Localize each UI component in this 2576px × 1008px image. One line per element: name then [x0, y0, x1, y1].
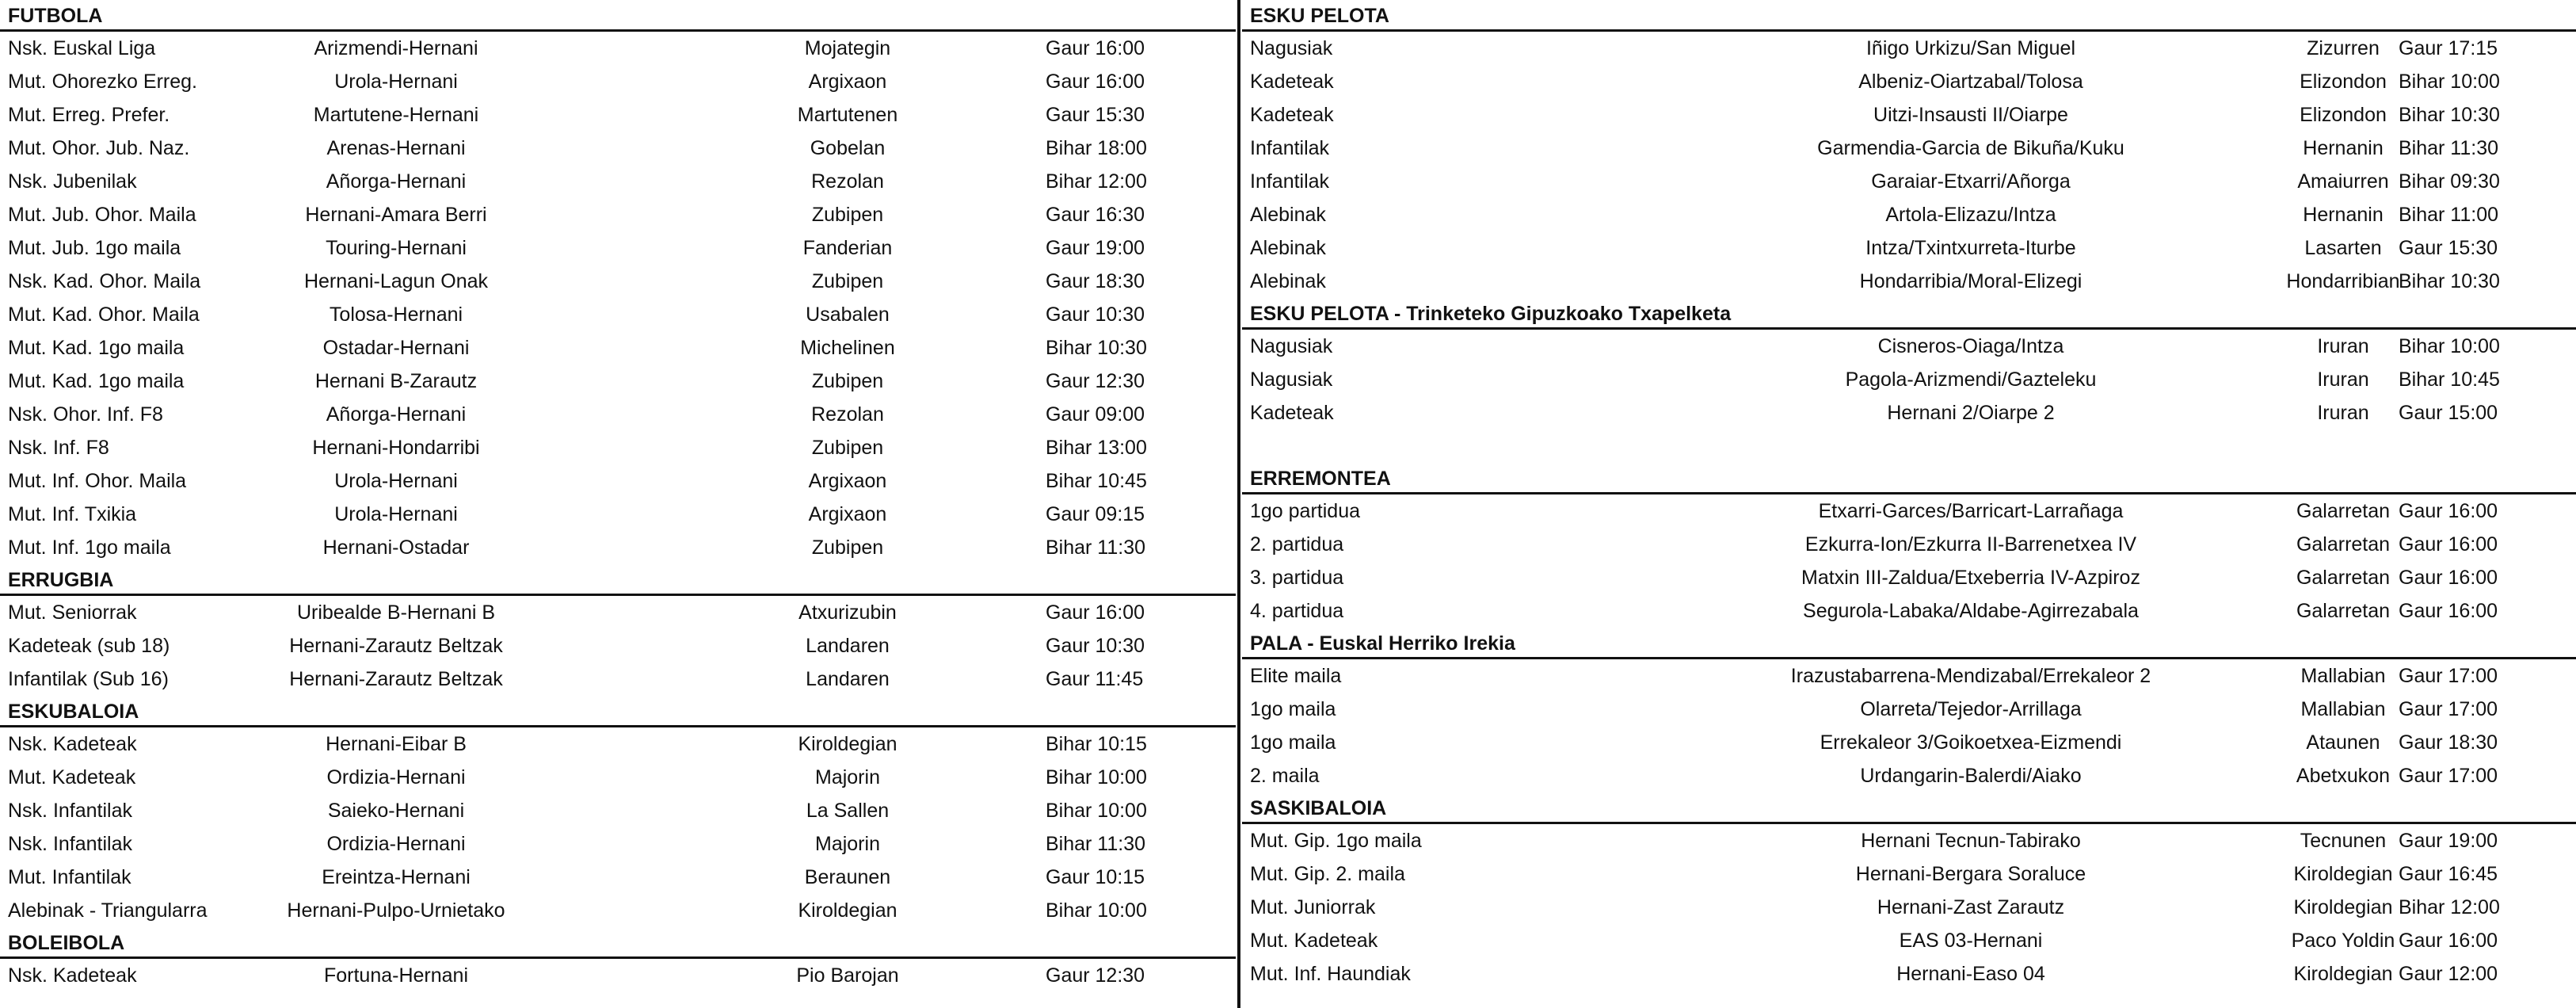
time-cell: Bihar 10:45	[2399, 368, 2500, 391]
venue-cell: Hernanin	[2303, 204, 2384, 226]
match-cell: Hernani B-Zarautz	[314, 370, 478, 392]
category-cell: 3. partidua	[1250, 567, 1344, 589]
time-cell: Bihar 10:45	[1046, 470, 1147, 492]
category-cell: Alebinak	[1250, 204, 1326, 226]
section-title: ESKU PELOTA	[1242, 0, 2576, 32]
category-cell: Mut. Jub. 1go maila	[8, 237, 181, 259]
category-cell: Mut. Kad. 1go maila	[8, 337, 185, 359]
venue-cell: Iruran	[2317, 402, 2369, 424]
venue-cell: Gobelan	[810, 137, 886, 159]
category-cell: Mut. Kadeteak	[8, 766, 136, 788]
match-cell: Hernani-Pulpo-Urnietako	[287, 899, 505, 922]
table-row	[1242, 198, 2576, 231]
venue-cell: Michelinen	[800, 337, 895, 359]
category-cell: Kadeteak (sub 18)	[8, 635, 170, 657]
time-cell: Bihar 10:00	[1046, 766, 1147, 788]
venue-cell: Argixaon	[808, 503, 887, 525]
venue-cell: Zubipen	[811, 437, 884, 459]
category-cell: 4. partidua	[1250, 600, 1344, 622]
time-cell: Bihar 12:00	[1046, 170, 1147, 193]
venue-cell: Pio Barojan	[796, 964, 899, 987]
category-cell: Mut. Ohor. Jub. Naz.	[8, 137, 190, 159]
time-cell: Gaur 18:30	[1046, 270, 1145, 292]
left-column	[0, 0, 1236, 1008]
venue-cell: Galarretan	[2296, 567, 2391, 589]
table-row	[0, 596, 1236, 629]
time-cell: Gaur 12:00	[2399, 963, 2498, 985]
category-cell: Nsk. Ohor. Inf. F8	[8, 403, 163, 426]
category-cell: Mut. Seniorrak	[8, 601, 137, 624]
section-title: ESKU PELOTA - Trinketeko Gipuzkoako Txapelketa	[1242, 298, 2576, 330]
match-cell: Saieko-Hernani	[327, 800, 465, 822]
table-row	[0, 298, 1236, 331]
category-cell: Nsk. Inf. F8	[8, 437, 109, 459]
match-cell: Uitzi-Insausti II/Oiarpe	[1873, 104, 2068, 126]
category-cell: 1go partidua	[1250, 500, 1361, 522]
table-row	[1242, 759, 2576, 792]
match-cell: Hernani-Zarautz Beltzak	[289, 635, 503, 657]
category-cell: Nsk. Kad. Ohor. Maila	[8, 270, 201, 292]
category-cell: Nsk. Kadeteak	[8, 733, 137, 755]
venue-cell: Mallabian	[2300, 665, 2386, 687]
section-title: ERRUGBIA	[0, 564, 1236, 596]
match-cell: Uribealde B-Hernani B	[296, 601, 496, 624]
time-cell: Bihar 10:00	[2399, 335, 2500, 357]
venue-cell: Majorin	[815, 766, 880, 788]
category-cell: Mut. Infantilak	[8, 866, 131, 888]
time-cell: Gaur 19:00	[2399, 830, 2498, 852]
table-row	[1242, 891, 2576, 924]
time-cell: Bihar 11:30	[2399, 137, 2499, 159]
venue-cell: Argixaon	[808, 71, 887, 93]
table-row	[1242, 494, 2576, 528]
venue-cell: Ataunen	[2306, 731, 2380, 754]
venue-cell: Argixaon	[808, 470, 887, 492]
section-title: FUTBOLA	[0, 0, 1236, 32]
match-cell: Arizmendi-Hernani	[314, 37, 478, 59]
table-row	[0, 431, 1236, 464]
category-cell: Infantilak (Sub 16)	[8, 668, 169, 690]
table-row	[1242, 594, 2576, 628]
venue-cell: Mallabian	[2300, 698, 2386, 720]
table-row	[0, 265, 1236, 298]
match-cell: Ezkurra-Ion/Ezkurra II-Barrenetxea IV	[1804, 533, 2137, 556]
table-row	[1242, 528, 2576, 561]
match-cell: Artola-Elizazu/Intza	[1885, 204, 2056, 226]
blank-row	[1242, 430, 2576, 463]
time-cell: Bihar 10:30	[1046, 337, 1147, 359]
time-cell: Gaur 10:30	[1046, 635, 1145, 657]
venue-cell: Lasarten	[2304, 237, 2382, 259]
time-cell: Gaur 17:00	[2399, 765, 2498, 787]
table-row	[0, 894, 1236, 927]
table-row	[0, 761, 1236, 794]
table-row	[0, 165, 1236, 198]
time-cell: Gaur 16:00	[1046, 601, 1145, 624]
time-cell: Gaur 15:00	[2399, 402, 2498, 424]
right-column	[1242, 0, 2576, 1008]
category-cell: Nagusiak	[1250, 335, 1333, 357]
time-cell: Gaur 15:30	[1046, 104, 1145, 126]
section-esku-pelota-trinketeko-gipuzkoako-txapelketa	[1242, 298, 2576, 463]
table-row	[0, 132, 1236, 165]
time-cell: Bihar 18:00	[1046, 137, 1147, 159]
category-cell: Alebinak	[1250, 270, 1326, 292]
venue-cell: Mojategin	[804, 37, 891, 59]
venue-cell: Beraunen	[804, 866, 891, 888]
time-cell: Gaur 16:00	[2399, 600, 2498, 622]
category-cell: Infantilak	[1250, 170, 1330, 193]
category-cell: 1go maila	[1250, 698, 1336, 720]
venue-cell: Usabalen	[806, 304, 890, 326]
match-cell: Errekaleor 3/Goikoetxea-Eizmendi	[1820, 731, 2122, 754]
column-divider	[1237, 0, 1240, 1008]
time-cell: Gaur 17:00	[2399, 665, 2498, 687]
category-cell: Mut. Kadeteak	[1250, 930, 1378, 952]
match-cell: Hernani-Hondarribi	[312, 437, 480, 459]
category-cell: 2. partidua	[1250, 533, 1344, 556]
category-cell: Infantilak	[1250, 137, 1330, 159]
section-errugbia	[0, 564, 1236, 696]
table-row	[0, 198, 1236, 231]
category-cell: Mut. Inf. 1go maila	[8, 536, 171, 559]
venue-cell: Kiroldegian	[798, 733, 897, 755]
table-row	[0, 65, 1236, 98]
category-cell: Kadeteak	[1250, 71, 1334, 93]
table-row	[0, 365, 1236, 398]
match-cell: Intza/Txintxurreta-Iturbe	[1865, 237, 2076, 259]
match-cell: Hernani-Bergara Soraluce	[1855, 863, 2086, 885]
venue-cell: Galarretan	[2296, 533, 2391, 556]
table-row	[1242, 98, 2576, 132]
match-cell: Matxin III-Zaldua/Etxeberria IV-Azpiroz	[1801, 567, 2140, 589]
table-row	[0, 861, 1236, 894]
time-cell: Gaur 09:15	[1046, 503, 1145, 525]
category-cell: Nsk. Jubenilak	[8, 170, 137, 193]
venue-cell: Martutenen	[797, 104, 898, 126]
venue-cell: Galarretan	[2296, 600, 2391, 622]
table-row	[1242, 726, 2576, 759]
category-cell: Nsk. Infantilak	[8, 800, 133, 822]
table-row	[0, 398, 1236, 431]
category-cell: Kadeteak	[1250, 402, 1334, 424]
venue-cell: Elizondon	[2300, 71, 2387, 93]
venue-cell: Abetxukon	[2296, 765, 2391, 787]
category-cell: Nsk. Infantilak	[8, 833, 133, 855]
match-cell: Pagola-Arizmendi/Gazteleku	[1845, 368, 2097, 391]
match-cell: Urola-Hernani	[334, 503, 458, 525]
time-cell: Bihar 10:15	[1046, 733, 1147, 755]
time-cell: Bihar 10:00	[1046, 800, 1147, 822]
time-cell: Bihar 10:30	[2399, 270, 2500, 292]
table-row	[1242, 659, 2576, 693]
table-row	[1242, 231, 2576, 265]
match-cell: Albeniz-Oiartzabal/Tolosa	[1858, 71, 2083, 93]
time-cell: Bihar 12:00	[2399, 896, 2500, 918]
table-row	[1242, 957, 2576, 991]
venue-cell: Tecnunen	[2300, 830, 2387, 852]
table-row	[1242, 165, 2576, 198]
category-cell: 2. maila	[1250, 765, 1320, 787]
match-cell: Garmendia-Garcia de Bikuña/Kuku	[1817, 137, 2124, 159]
match-cell: Fortuna-Hernani	[323, 964, 469, 987]
venue-cell: Kiroldegian	[2293, 863, 2393, 885]
table-row	[0, 531, 1236, 564]
category-cell: Mut. Kad. 1go maila	[8, 370, 185, 392]
match-cell: Hernani-Lagun Onak	[303, 270, 489, 292]
time-cell: Gaur 18:30	[2399, 731, 2498, 754]
table-row	[1242, 363, 2576, 396]
section-futbola	[0, 0, 1236, 564]
section-pala-euskal-herriko-irekia	[1242, 628, 2576, 792]
section-saskibaloia	[1242, 792, 2576, 991]
venue-cell: Iruran	[2317, 335, 2369, 357]
table-row	[0, 98, 1236, 132]
venue-cell: Hondarribian	[2286, 270, 2400, 292]
table-row	[0, 794, 1236, 827]
venue-cell: Kiroldegian	[798, 899, 897, 922]
section-title: PALA - Euskal Herriko Irekia	[1242, 628, 2576, 659]
section-erremontea	[1242, 463, 2576, 628]
category-cell: Mut. Inf. Ohor. Maila	[8, 470, 187, 492]
match-cell: Cisneros-Oiaga/Intza	[1877, 335, 2064, 357]
venue-cell: Hernanin	[2303, 137, 2384, 159]
venue-cell: Kiroldegian	[2293, 896, 2393, 918]
category-cell: Mut. Juniorrak	[1250, 896, 1376, 918]
time-cell: Gaur 17:15	[2399, 37, 2498, 59]
venue-cell: Fanderian	[802, 237, 893, 259]
venue-cell: Landaren	[806, 635, 890, 657]
category-cell: Mut. Jub. Ohor. Maila	[8, 204, 196, 226]
table-row	[0, 464, 1236, 498]
match-cell: Hernani-Amara Berri	[305, 204, 487, 226]
match-cell: Urdangarin-Balerdi/Aiako	[1860, 765, 2082, 787]
category-cell: 1go maila	[1250, 731, 1336, 754]
section-title: ERREMONTEA	[1242, 463, 2576, 494]
category-cell: Nsk. Euskal Liga	[8, 37, 156, 59]
time-cell: Gaur 10:30	[1046, 304, 1145, 326]
venue-cell: Rezolan	[811, 403, 884, 426]
time-cell: Bihar 10:00	[2399, 71, 2500, 93]
venue-cell: Iruran	[2317, 368, 2369, 391]
section-title: SASKIBALOIA	[1242, 792, 2576, 824]
table-row	[1242, 857, 2576, 891]
category-cell: Mut. Kad. Ohor. Maila	[8, 304, 200, 326]
match-cell: Etxarri-Garces/Barricart-Larrañaga	[1818, 500, 2124, 522]
category-cell: Mut. Ohorezko Erreg.	[8, 71, 197, 93]
match-cell: Hernani-Ostadar	[322, 536, 470, 559]
table-row	[0, 32, 1236, 65]
venue-cell: Kiroldegian	[2293, 963, 2393, 985]
section-title: BOLEIBOLA	[0, 927, 1236, 959]
venue-cell: Paco Yoldin	[2291, 930, 2395, 952]
venue-cell: La Sallen	[806, 800, 890, 822]
time-cell: Gaur 09:00	[1046, 403, 1145, 426]
match-cell: Hondarribia/Moral-Elizegi	[1859, 270, 2083, 292]
table-row	[1242, 32, 2576, 65]
match-cell: Ereintza-Hernani	[322, 866, 471, 888]
category-cell: Alebinak	[1250, 237, 1326, 259]
venue-cell: Majorin	[815, 833, 880, 855]
time-cell: Gaur 16:00	[2399, 930, 2498, 952]
category-cell: Mut. Erreg. Prefer.	[8, 104, 170, 126]
table-row	[1242, 561, 2576, 594]
section-eskubaloia	[0, 696, 1236, 927]
match-cell: Ordizia-Hernani	[326, 766, 466, 788]
table-row	[0, 662, 1236, 696]
match-cell: Añorga-Hernani	[326, 403, 467, 426]
time-cell: Gaur 12:30	[1046, 370, 1145, 392]
time-cell: Bihar 11:30	[1046, 536, 1146, 559]
table-row	[1242, 693, 2576, 726]
match-cell: Urola-Hernani	[334, 470, 458, 492]
time-cell: Gaur 16:00	[1046, 71, 1145, 93]
category-cell: Nsk. Kadeteak	[8, 964, 137, 987]
venue-cell: Zubipen	[811, 204, 884, 226]
table-row	[1242, 924, 2576, 957]
table-row	[0, 331, 1236, 365]
match-cell: Touring-Hernani	[326, 237, 467, 259]
match-cell: Irazustabarrena-Mendizabal/Errekaleor 2	[1790, 665, 2151, 687]
match-cell: Olarreta/Tejedor-Arrillaga	[1860, 698, 2082, 720]
venue-cell: Zizurren	[2307, 37, 2380, 59]
time-cell: Bihar 10:30	[2399, 104, 2500, 126]
time-cell: Gaur 15:30	[2399, 237, 2498, 259]
match-cell: Segurola-Labaka/Aldabe-Agirrezabala	[1803, 600, 2139, 622]
match-cell: Arenas-Hernani	[326, 137, 466, 159]
venue-cell: Galarretan	[2296, 500, 2391, 522]
time-cell: Bihar 13:00	[1046, 437, 1147, 459]
category-cell: Mut. Gip. 2. maila	[1250, 863, 1405, 885]
match-cell: Hernani-Zarautz Beltzak	[289, 668, 503, 690]
time-cell: Bihar 09:30	[2399, 170, 2500, 193]
category-cell: Mut. Inf. Haundiak	[1250, 963, 1411, 985]
match-cell: Ostadar-Hernani	[322, 337, 470, 359]
category-cell: Nagusiak	[1250, 37, 1333, 59]
match-cell: Ordizia-Hernani	[326, 833, 466, 855]
time-cell: Gaur 16:45	[2399, 863, 2498, 885]
table-row	[1242, 65, 2576, 98]
time-cell: Bihar 10:00	[1046, 899, 1147, 922]
time-cell: Bihar 11:00	[2399, 204, 2499, 226]
venue-cell: Elizondon	[2300, 104, 2387, 126]
table-row	[1242, 265, 2576, 298]
venue-cell: Rezolan	[811, 170, 884, 193]
time-cell: Gaur 16:00	[2399, 567, 2498, 589]
category-cell: Elite maila	[1250, 665, 1342, 687]
match-cell: Hernani-Easo 04	[1896, 963, 2045, 985]
venue-cell: Landaren	[806, 668, 890, 690]
time-cell: Gaur 16:00	[2399, 500, 2498, 522]
time-cell: Gaur 10:15	[1046, 866, 1145, 888]
time-cell: Gaur 11:45	[1046, 668, 1144, 690]
match-cell: EAS 03-Hernani	[1899, 930, 2043, 952]
table-row	[0, 827, 1236, 861]
time-cell: Gaur 16:00	[1046, 37, 1145, 59]
table-row	[0, 498, 1236, 531]
match-cell: Añorga-Hernani	[326, 170, 467, 193]
time-cell: Gaur 12:30	[1046, 964, 1145, 987]
match-cell: Hernani-Zast Zarautz	[1877, 896, 2065, 918]
table-row	[1242, 330, 2576, 363]
section-title: ESKUBALOIA	[0, 696, 1236, 727]
category-cell: Alebinak - Triangularra	[8, 899, 208, 922]
table-row	[1242, 824, 2576, 857]
venue-cell: Atxurizubin	[798, 601, 897, 624]
section-esku-pelota	[1242, 0, 2576, 298]
match-cell: Martutene-Hernani	[313, 104, 479, 126]
table-row	[1242, 132, 2576, 165]
venue-cell: Amaiurren	[2297, 170, 2389, 193]
category-cell: Kadeteak	[1250, 104, 1334, 126]
venue-cell: Zubipen	[811, 370, 884, 392]
match-cell: Hernani 2/Oiarpe 2	[1887, 402, 2055, 424]
match-cell: Urola-Hernani	[334, 71, 458, 93]
time-cell: Gaur 19:00	[1046, 237, 1145, 259]
match-cell: Hernani-Eibar B	[326, 733, 467, 755]
time-cell: Gaur 16:00	[2399, 533, 2498, 556]
table-row	[0, 727, 1236, 761]
table-row	[0, 629, 1236, 662]
table-row	[0, 959, 1236, 992]
time-cell: Bihar 11:30	[1046, 833, 1146, 855]
match-cell: Garaiar-Etxarri/Añorga	[1871, 170, 2071, 193]
table-row	[0, 231, 1236, 265]
match-cell: Tolosa-Hernani	[329, 304, 463, 326]
time-cell: Gaur 16:30	[1046, 204, 1145, 226]
category-cell: Mut. Inf. Txikia	[8, 503, 137, 525]
category-cell: Nagusiak	[1250, 368, 1333, 391]
category-cell: Mut. Gip. 1go maila	[1250, 830, 1422, 852]
section-boleibola	[0, 927, 1236, 992]
table-row	[1242, 396, 2576, 430]
time-cell: Gaur 17:00	[2399, 698, 2498, 720]
venue-cell: Zubipen	[811, 536, 884, 559]
venue-cell: Zubipen	[811, 270, 884, 292]
match-cell: Iñigo Urkizu/San Miguel	[1865, 37, 2075, 59]
match-cell: Hernani Tecnun-Tabirako	[1861, 830, 2081, 852]
